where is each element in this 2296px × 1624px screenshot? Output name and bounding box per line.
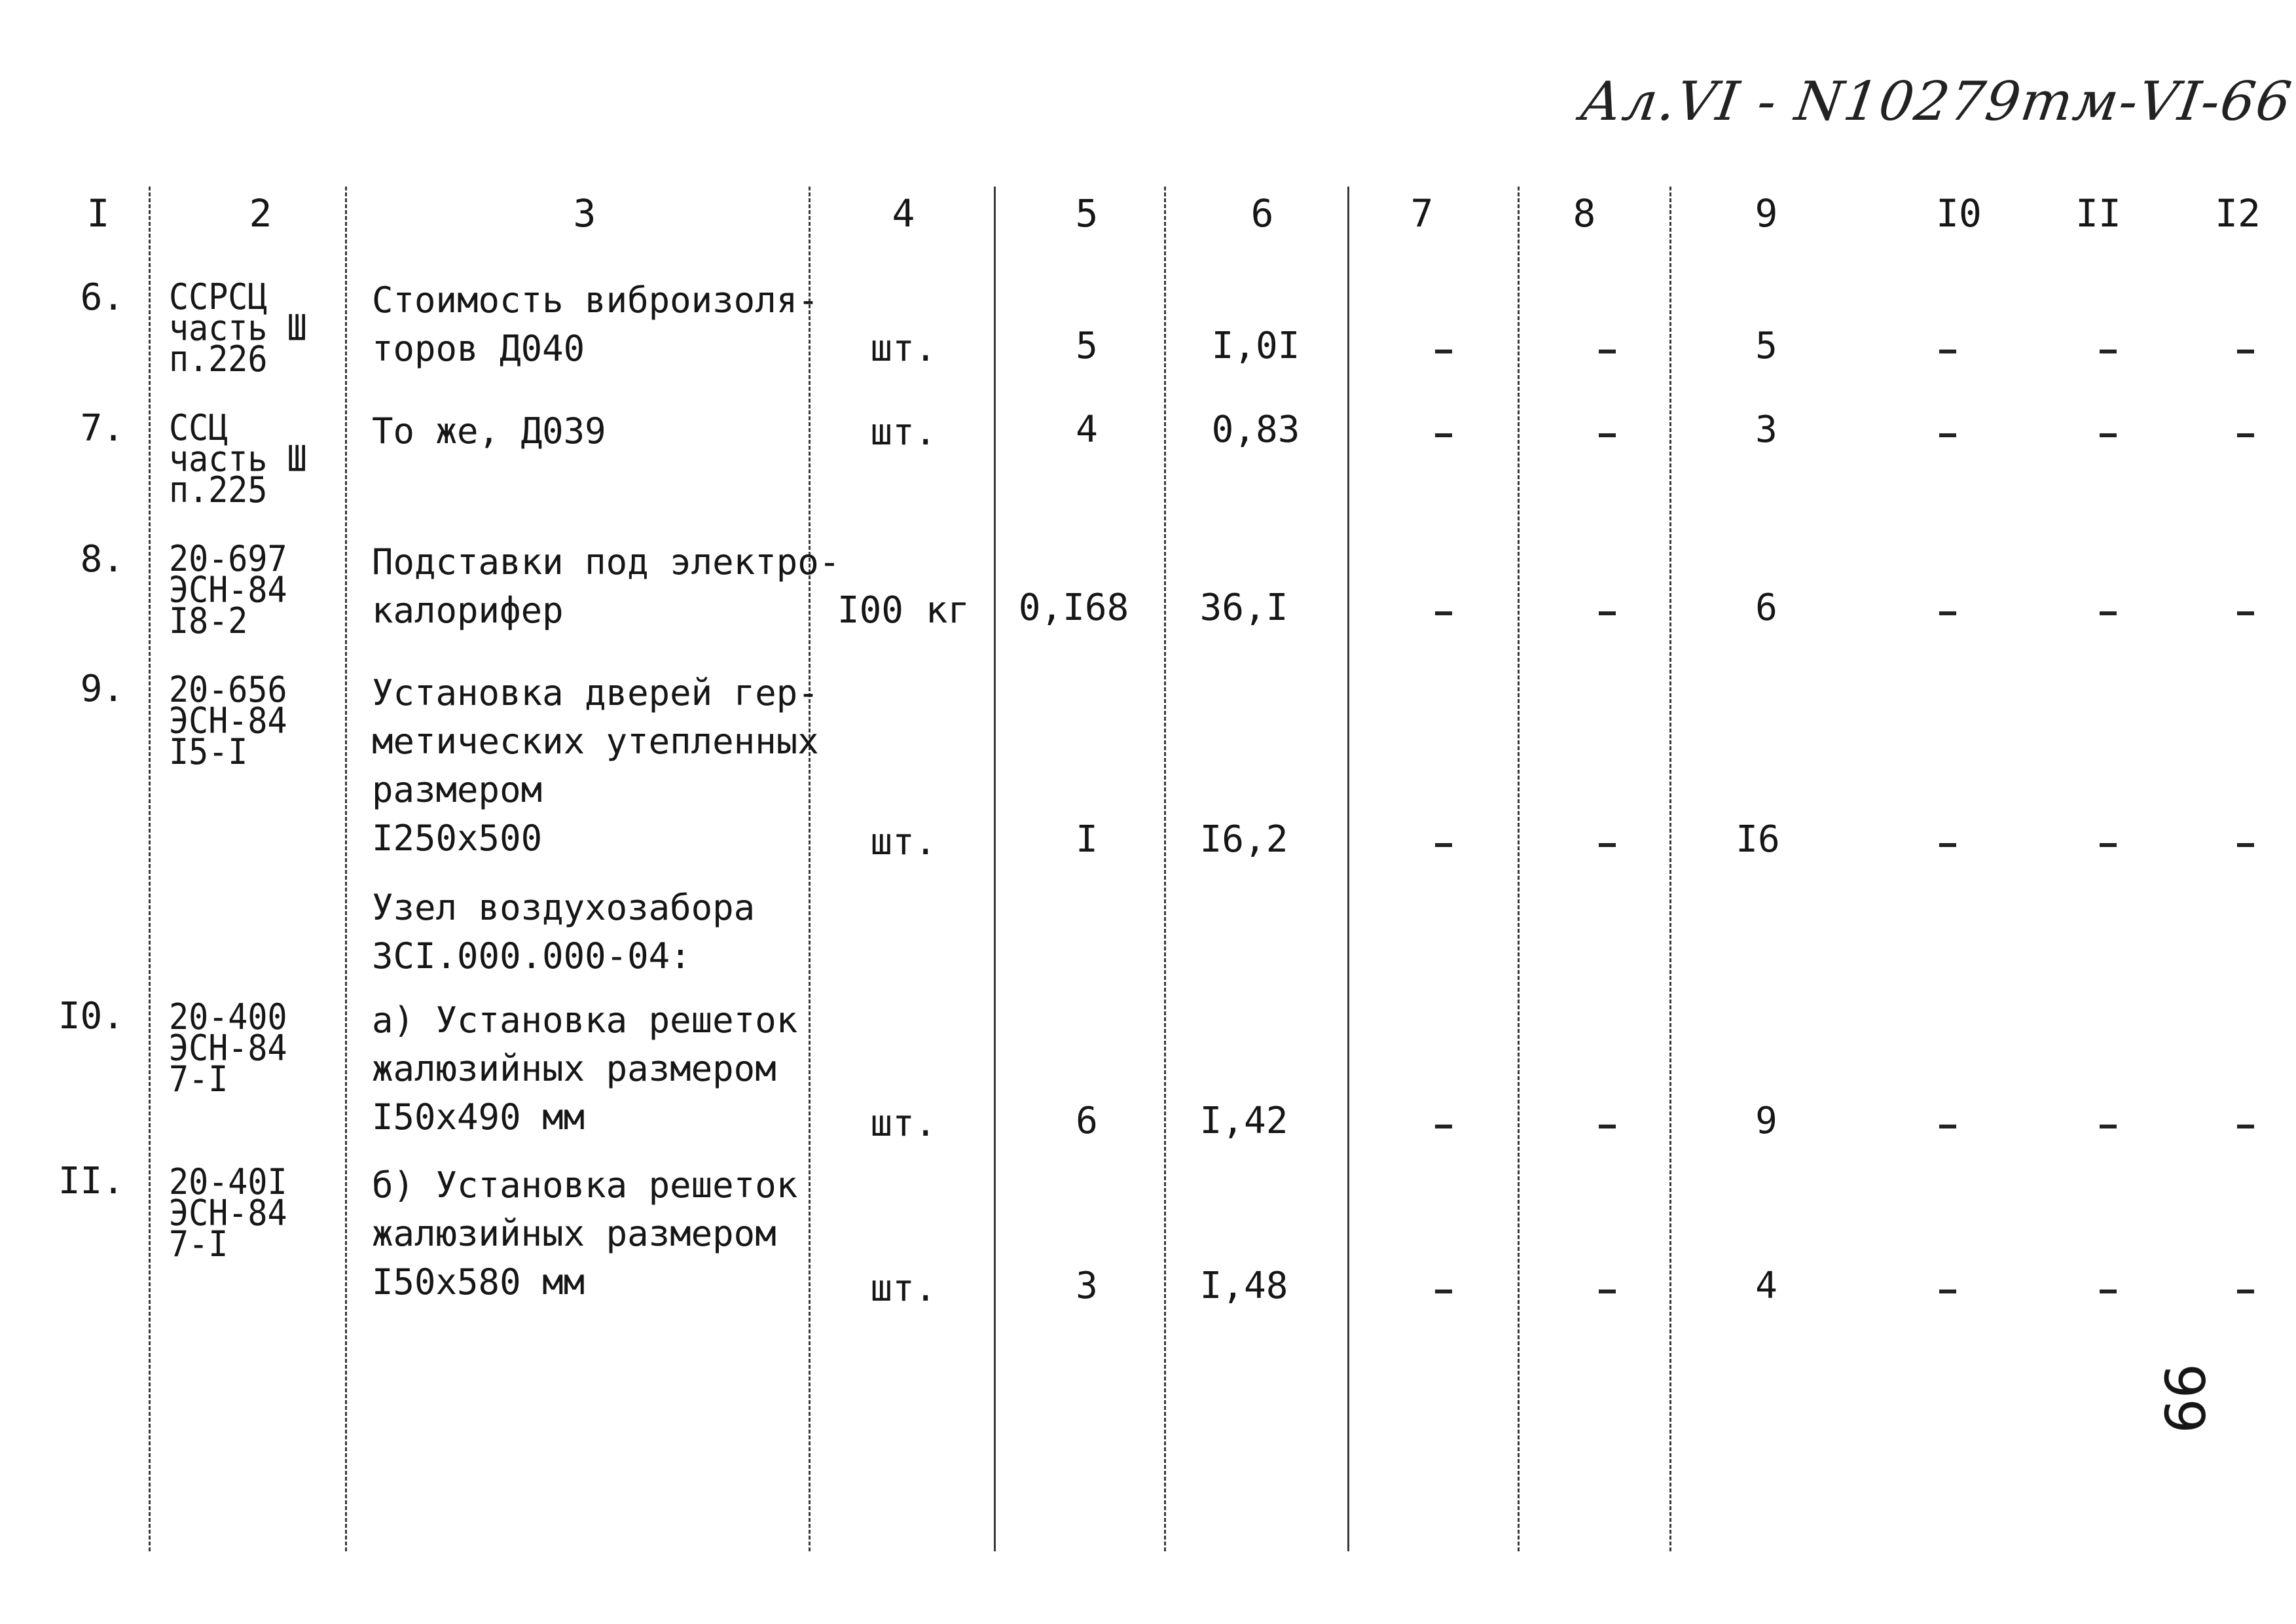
empty-dash [1939,1290,1956,1293]
column-header: 5 [1075,191,1099,236]
value-col9: 9 [1755,1100,1777,1142]
row-number: II. [58,1160,124,1202]
empty-dash [1435,843,1452,847]
cost-code: ССРСЦ часть Ш п.226 [169,276,307,380]
empty-dash [1599,1125,1616,1128]
column-header: 4 [892,191,915,236]
column-divider [1164,187,1166,1551]
empty-dash [1939,843,1956,847]
row-number: 8. [80,538,124,581]
empty-dash [1435,1290,1452,1293]
column-header: I0 [1936,191,1982,236]
quantity: 5 [1076,325,1098,367]
unit: I00 кг [837,589,970,632]
quantity: 0,I68 [1018,586,1129,629]
empty-dash [1435,611,1452,615]
empty-dash [1939,433,1956,437]
unit: шт. [870,1267,937,1310]
norm-value: I,0I [1211,325,1300,367]
item-description: а) Установка решеток жалюзийных размером I50x490 мм [372,1000,798,1138]
empty-dash [1435,350,1452,353]
row-number: 9. [80,668,124,710]
item-description: Стоимость виброизоля- торов Д040 [372,280,819,369]
empty-dash [2100,1125,2117,1128]
empty-dash [1599,350,1616,353]
column-header: I [86,191,110,236]
column-divider [345,187,347,1551]
empty-dash [2237,843,2254,847]
empty-dash [1599,843,1616,847]
column-header: 6 [1250,191,1274,236]
column-header: I2 [2215,191,2261,236]
cost-code: ССЦ часть Ш п.225 [169,407,307,511]
empty-dash [2100,433,2117,437]
item-description: Установка дверей гер- метических утепленных размером I250x500 [372,672,819,859]
value-col9: 4 [1755,1265,1777,1307]
empty-dash [2237,611,2254,615]
unit: шт. [870,411,937,454]
unit: шт. [870,821,937,863]
empty-dash [1939,1125,1956,1128]
cost-code: 20-40I ЭСН-84 7-I [169,1161,287,1265]
quantity: I [1076,818,1098,861]
column-header: 2 [249,191,272,236]
column-header: 9 [1755,191,1778,236]
cost-code: 20-697 ЭСН-84 I8-2 [169,538,287,642]
empty-dash [1599,433,1616,437]
empty-dash [2100,611,2117,615]
cost-code: 20-400 ЭСН-84 7-I [169,996,287,1100]
norm-value: 36,I [1199,586,1288,629]
norm-value: I,48 [1199,1265,1288,1307]
column-header: 7 [1410,191,1434,236]
norm-value: 0,83 [1211,408,1300,451]
unit: шт. [870,327,937,370]
empty-dash [2237,1125,2254,1128]
empty-dash [1599,1290,1616,1293]
archive-stamp: Ал.VI - N10279тм-VI-66 [1576,71,2296,133]
column-header: 8 [1573,191,1596,236]
item-description: Подставки под электро- калорифер [372,541,841,631]
empty-dash [2237,1290,2254,1293]
item-description: То же, Д039 [372,410,606,452]
unit: шт. [870,1102,937,1145]
column-header: 3 [573,191,596,236]
column-divider [809,187,811,1551]
empty-dash [1435,433,1452,437]
value-col9: 5 [1755,325,1777,367]
column-divider [994,187,996,1551]
cost-code: 20-656 ЭСН-84 I5-I [169,669,287,773]
empty-dash [2237,433,2254,437]
empty-dash [2100,1290,2117,1293]
row-number: I0. [58,995,124,1038]
column-divider [1669,187,1671,1551]
page-number: 66 [2154,1363,2218,1434]
quantity: 6 [1076,1100,1098,1142]
empty-dash [2100,843,2117,847]
section-heading: Узел воздухозабора ЗСI.000.000-04: [372,887,756,977]
empty-dash [1599,611,1616,615]
empty-dash [1939,611,1956,615]
quantity: 3 [1076,1265,1098,1307]
value-col9: I6 [1736,818,1780,861]
row-number: 7. [80,407,124,450]
empty-dash [1939,350,1956,353]
column-divider [1347,187,1349,1551]
norm-value: I,42 [1199,1100,1288,1142]
norm-value: I6,2 [1199,818,1288,861]
empty-dash [2100,350,2117,353]
value-col9: 3 [1755,408,1777,451]
empty-dash [2237,350,2254,353]
quantity: 4 [1076,408,1098,451]
empty-dash [1435,1125,1452,1128]
value-col9: 6 [1755,586,1777,629]
column-divider [1518,187,1520,1551]
item-description: б) Установка решеток жалюзийных размером I50x580 мм [372,1164,798,1303]
column-divider [149,187,151,1551]
column-header: II [2075,191,2121,236]
row-number: 6. [80,276,124,319]
